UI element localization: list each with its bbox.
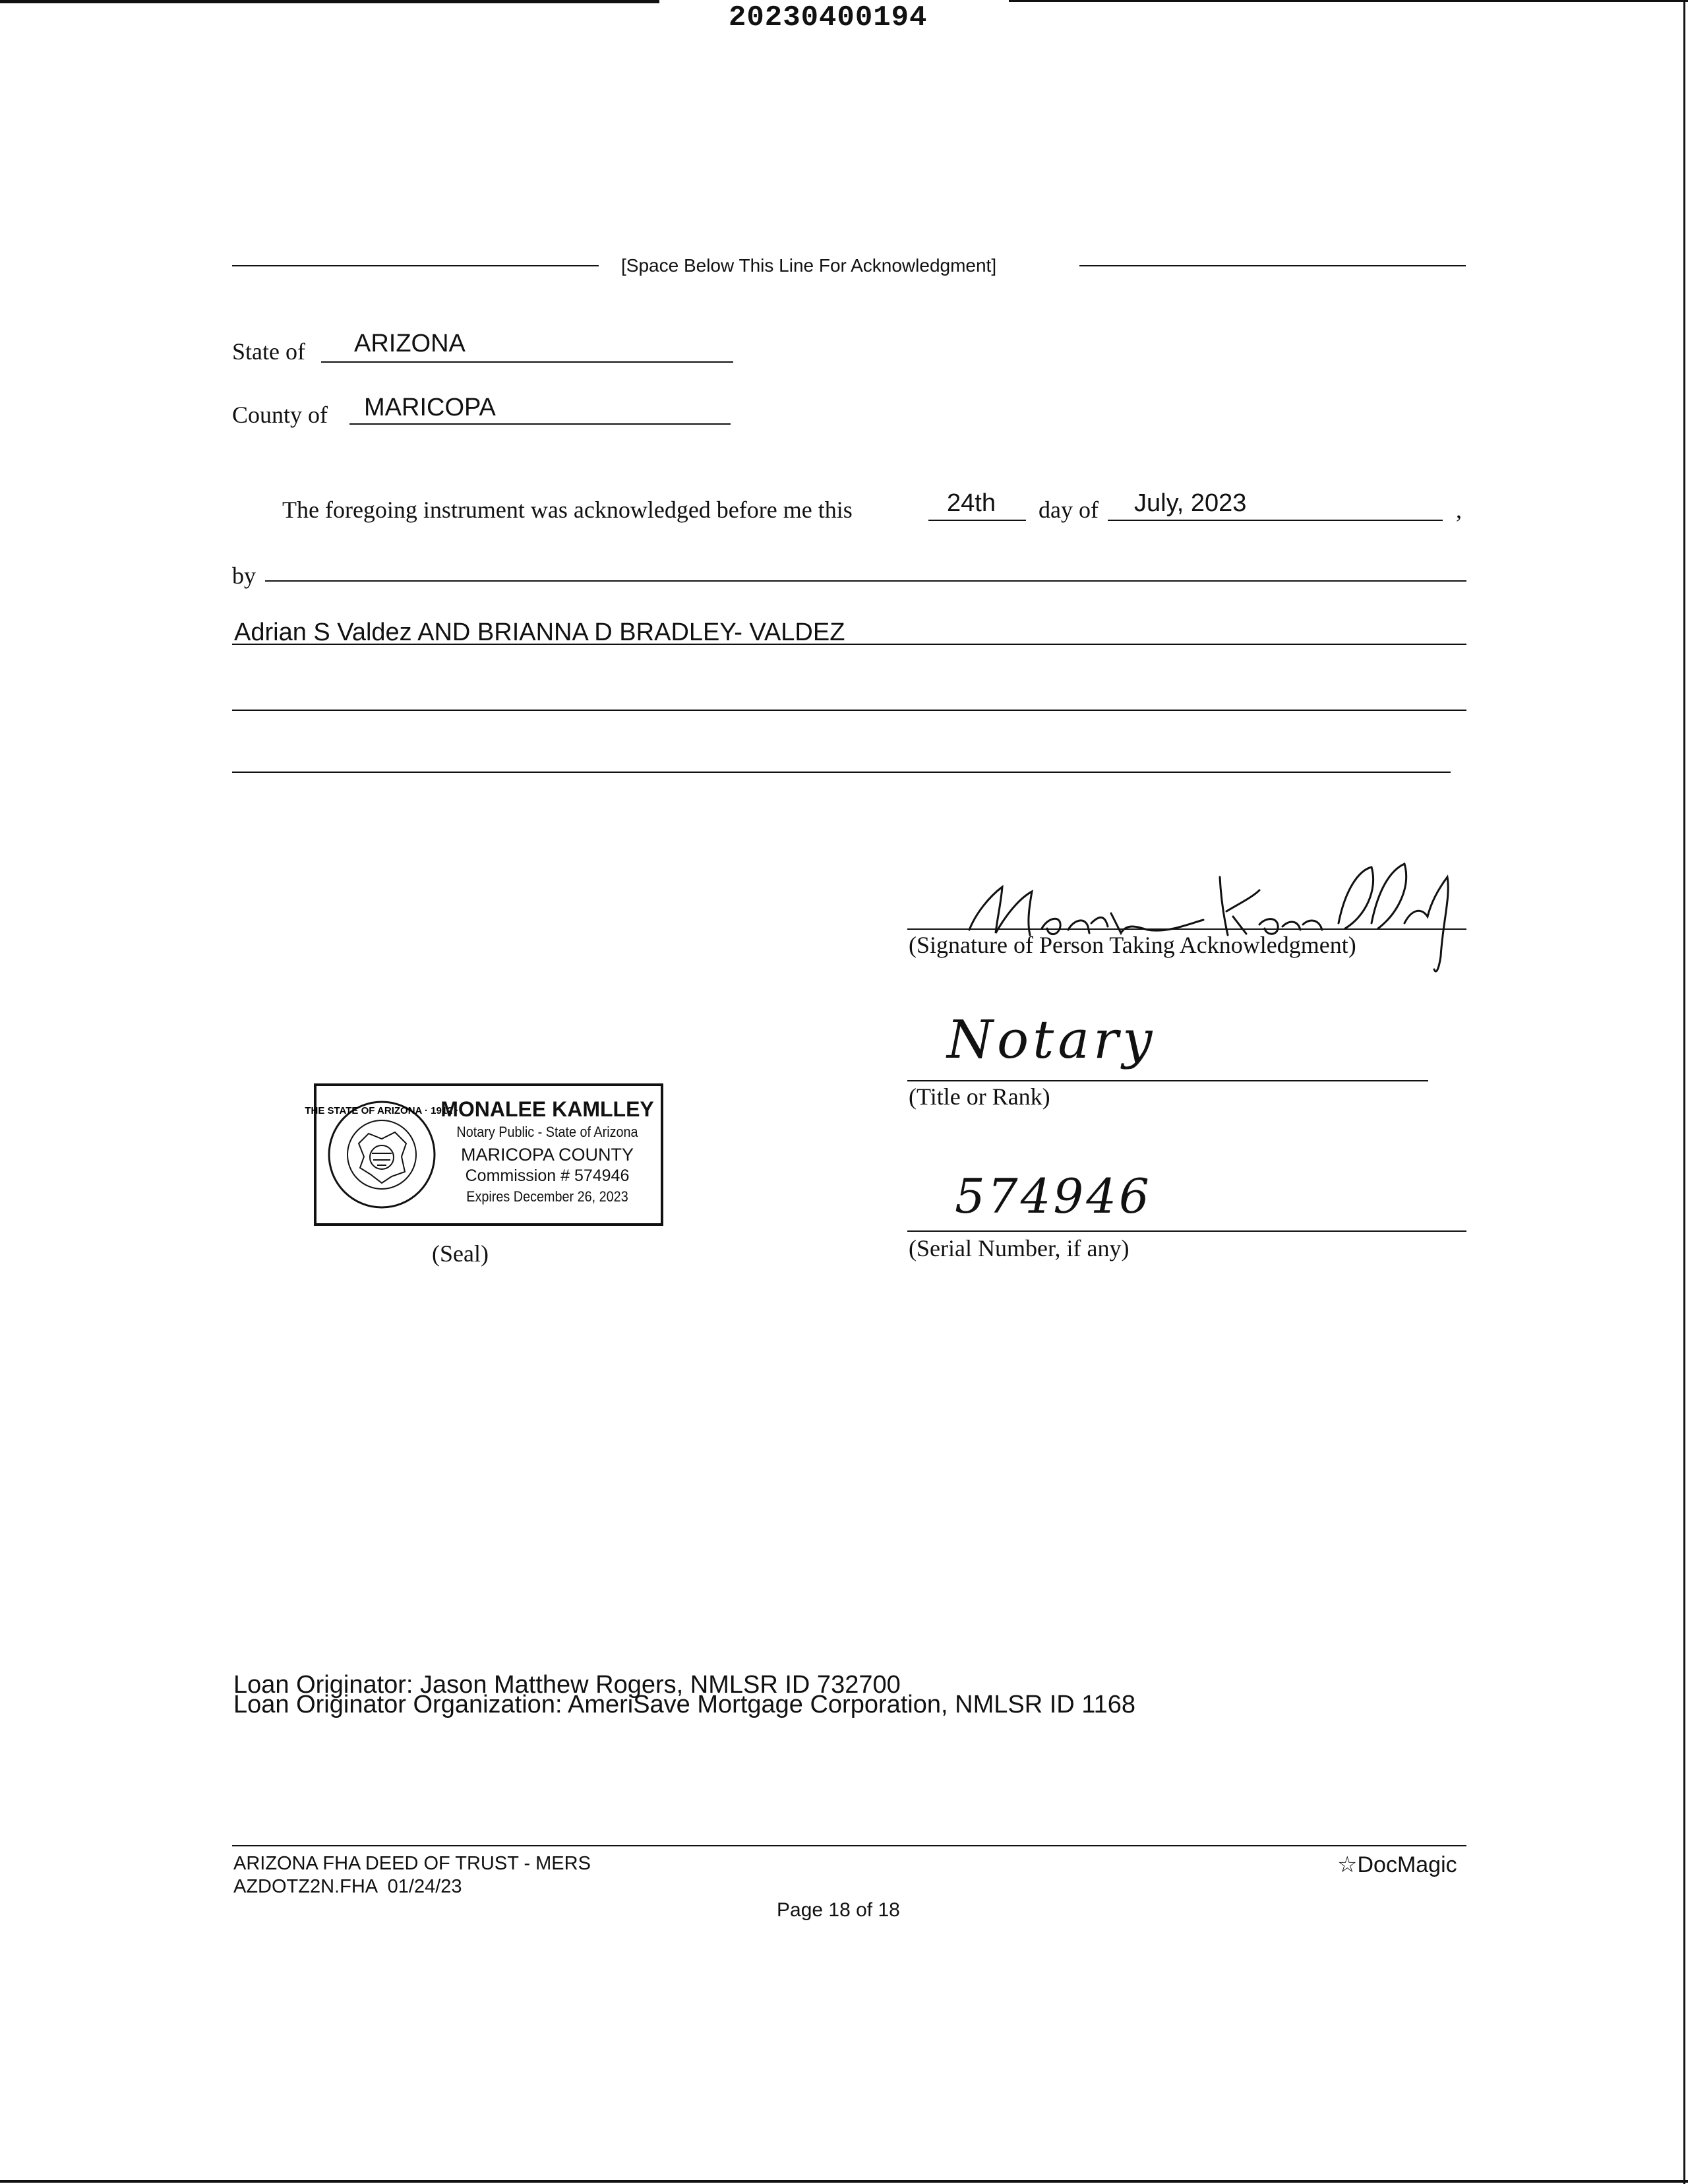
sentence-comma: , (1456, 497, 1462, 523)
separator-line-left (232, 265, 599, 266)
footer-form-title: ARIZONA FHA DEED OF TRUST - MERS (233, 1853, 591, 1874)
date-underline (1108, 520, 1443, 521)
state-label: State of (232, 338, 305, 365)
seal-line-3: Commission # 574946 (465, 1167, 630, 1185)
footer-page-number: Page 18 of 18 (777, 1899, 900, 1921)
seal-name: MONALEE KAMLLEY (440, 1097, 654, 1121)
separator-line-right (1079, 265, 1466, 266)
signers-names: Adrian S Valdez AND BRIANNA D BRADLEY- VALDEZ (234, 619, 845, 646)
day-underline (928, 520, 1026, 521)
seal-emblem-text: THE STATE OF ARIZONA · 1912 · (305, 1105, 459, 1116)
state-value: ARIZONA (354, 330, 466, 357)
title-caption: (Title or Rank) (909, 1083, 1050, 1110)
serial-underline (907, 1230, 1466, 1232)
date-value: July, 2023 (1134, 489, 1247, 517)
serial-caption: (Serial Number, if any) (909, 1235, 1130, 1261)
loan-originator: Loan Originator: Jason Matthew Rogers, NMLSR ID 732700 (233, 1671, 901, 1699)
footer-brand (1337, 1852, 1457, 1878)
footer-brand-label: DocMagic (1357, 1852, 1457, 1877)
loan-originator-organization: Loan Originator Organization: AmeriSave Mortgage Corporation, NMLSR ID 1168 (233, 1691, 1135, 1718)
footer-rule (232, 1845, 1466, 1846)
day-value: 24th (947, 489, 996, 517)
blank-line-1 (232, 710, 1466, 711)
county-underline (349, 423, 731, 425)
seal-caption: (Seal) (432, 1240, 489, 1267)
scan-edge-bottom (0, 2180, 1688, 2183)
scan-edge-right (1683, 0, 1685, 2184)
county-label: County of (232, 402, 328, 428)
blank-line-2 (232, 772, 1451, 773)
title-underline (907, 1080, 1428, 1081)
serial-handwritten: 574946 (955, 1168, 1152, 1224)
seal-line-4: Expires December 26, 2023 (466, 1188, 628, 1205)
footer-form-code: AZDOTZ2N.FHA 01/24/23 (233, 1876, 462, 1897)
by-label: by (232, 562, 256, 589)
recording-number: 20230400194 (729, 1, 928, 34)
signers-underline (232, 644, 1466, 645)
state-seal-emblem (305, 1094, 459, 1216)
signature-underline (907, 928, 1466, 930)
acknowledgment-sentence: The foregoing instrument was acknowledged before me this (282, 497, 853, 523)
scan-edge-top-left (0, 0, 659, 3)
notary-seal-stamp (305, 1083, 663, 1226)
state-underline (321, 361, 733, 363)
title-handwritten: Notary (947, 1009, 1157, 1070)
seal-line-1: Notary Public - State of Arizona (456, 1124, 638, 1140)
signature-caption: (Signature of Person Taking Acknowledgment) (909, 932, 1356, 958)
star-icon: ☆ (1337, 1852, 1358, 1877)
county-value: MARICOPA (364, 394, 496, 421)
seal-line-2: MARICOPA COUNTY (460, 1145, 634, 1165)
separator-label: [Space Below This Line For Acknowledgment] (621, 255, 997, 276)
day-of-label: day of (1039, 497, 1099, 523)
by-underline (265, 580, 1466, 582)
scan-edge-top-right (1009, 0, 1688, 2)
